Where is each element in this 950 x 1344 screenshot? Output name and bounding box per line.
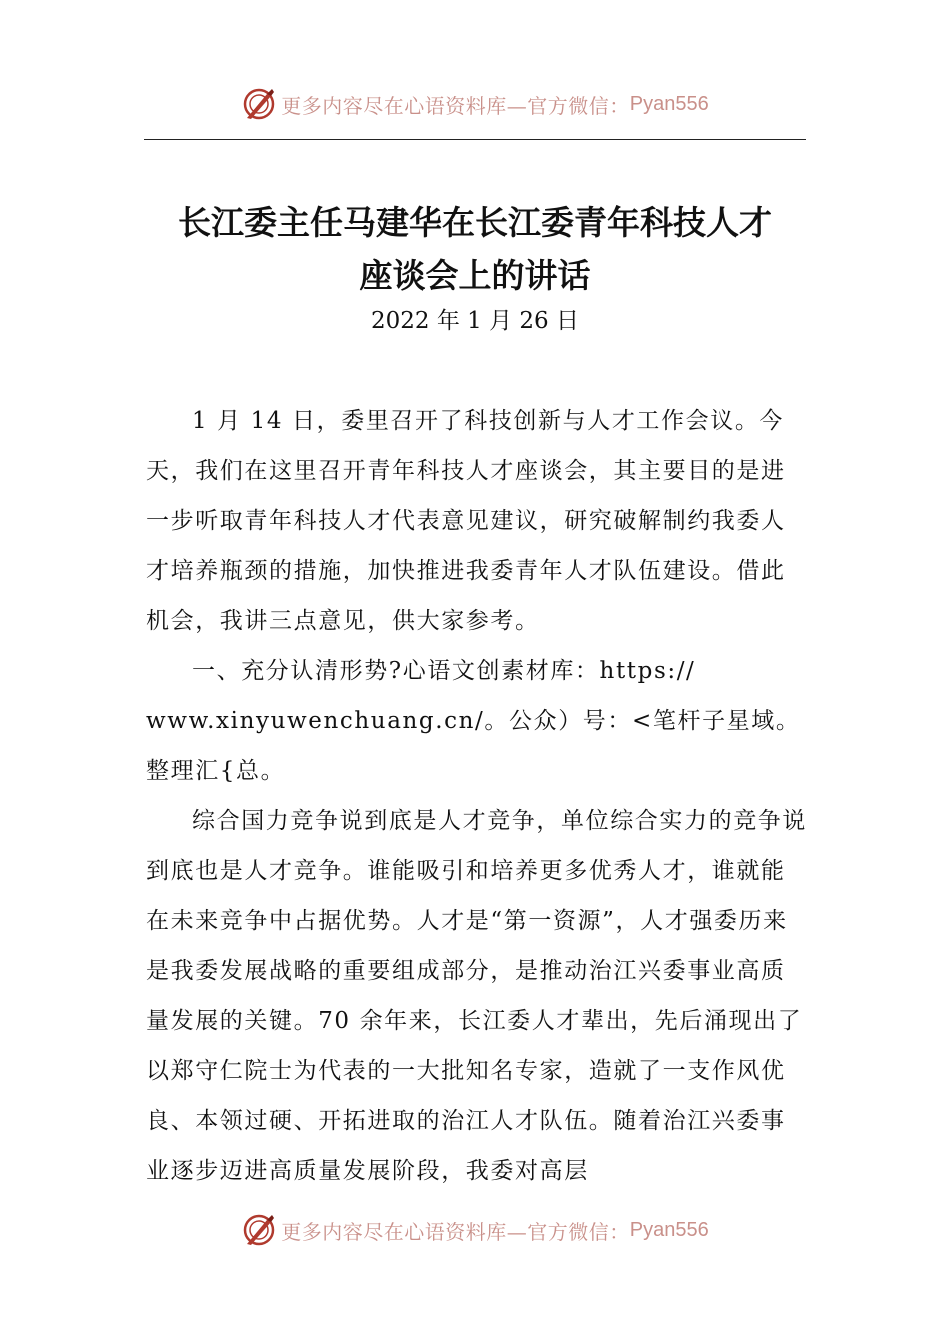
document-title — [144, 196, 806, 302]
pen-logo-icon — [241, 1212, 277, 1248]
header-banner — [0, 82, 950, 126]
banner-wechat-id: Pyan556 — [629, 1218, 709, 1241]
pen-logo-icon — [241, 86, 277, 122]
document-body — [146, 396, 808, 1196]
paragraph: 综合国力竞争说到底是人才竞争，单位综合实力的竞争说到底也是人才竞争。谁能吸引和培养更多优秀人才，谁就能在未来竞争中占据优势。人才是“第一资源”，人才强委历来是我委发展战略的重要组成部分，是推动治江兴委事业高质量发展的关键。70 余年来，长江委人才辈出，先后涌现出了以郑守仁院士为代表的一大批知名专家，造就了一支作风优良、本领过硬、开拓进取的治江人才队伍。随着治江兴委事业逐步迈进高质量发展阶段，我委对高层 — [146, 808, 807, 1184]
banner-text: 更多内容尽在心语资料库—官方微信： — [281, 1219, 630, 1244]
banner-text: 更多内容尽在心语资料库—官方微信： — [281, 93, 630, 118]
title-line-1: 长江委主任马建华在长江委青年科技人才 — [178, 203, 772, 242]
document-date: 2022 年 1 月 26 日 — [371, 308, 579, 334]
paragraph: www.xinyuwenchuang.cn/。公众）号：<笔杆子星域。整理汇{总。 — [146, 708, 801, 784]
header-divider — [144, 139, 806, 140]
banner-wechat-id: Pyan556 — [629, 92, 709, 115]
paragraph: 1 月 14 日，委里召开了科技创新与人才工作会议。今天，我们在这里召开青年科技人才座谈会，其主要目的是进一步听取青年科技人才代表意见建议，研究破解制约我委人才培养瓶颈的措施，加快推进我委青年人才队伍建设。借此机会，我讲三点意见，供大家参考。 — [146, 408, 786, 634]
paragraph: 一、充分认清形势?心语文创素材库：https:// — [192, 658, 696, 684]
title-line-2: 座谈会上的讲话 — [359, 256, 591, 295]
footer-banner — [0, 1208, 950, 1252]
